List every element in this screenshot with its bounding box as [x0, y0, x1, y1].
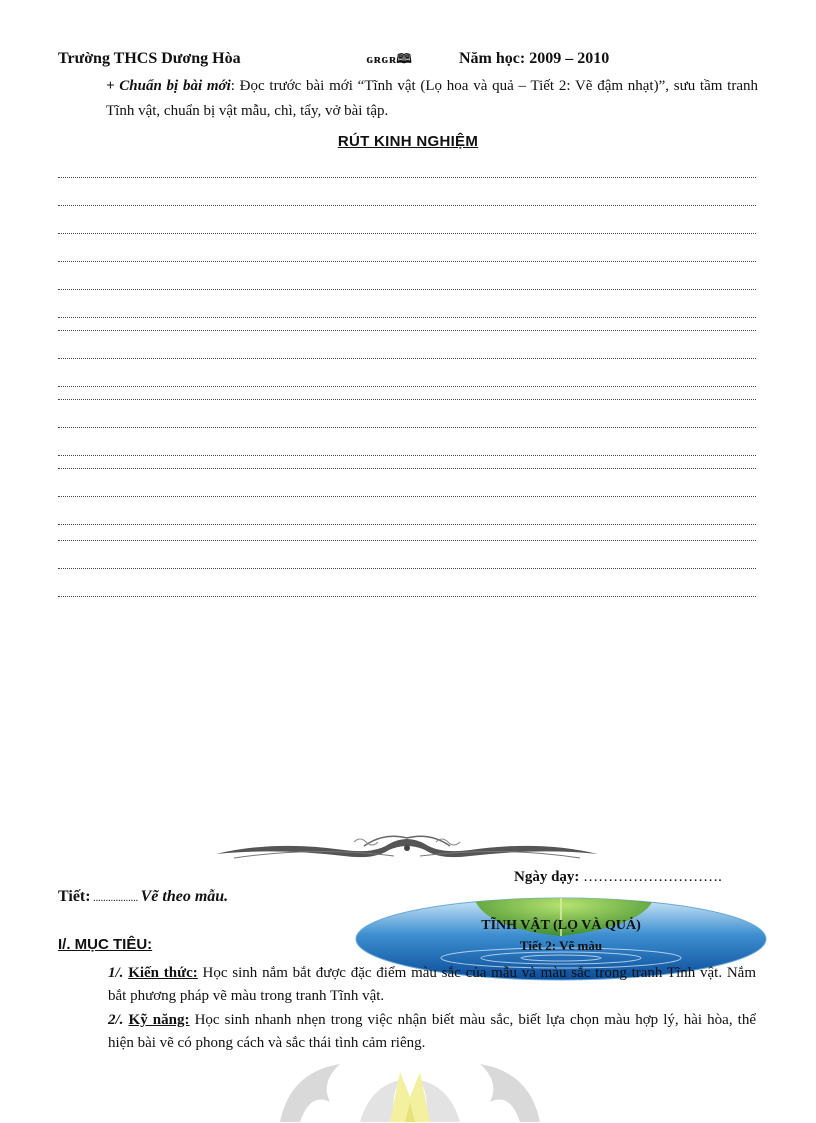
school-year: Năm học: 2009 – 2010 — [459, 50, 610, 67]
teaching-date — [514, 869, 722, 886]
banner-subtitle: Tiết 2: Vẽ màu — [519, 938, 603, 953]
document-header — [58, 50, 758, 74]
teaching-date-label: Ngày dạy: — [514, 869, 580, 885]
writing-line — [58, 205, 756, 206]
writing-line — [58, 496, 756, 497]
writing-line — [58, 289, 756, 290]
preparation-paragraph — [58, 74, 758, 124]
skills-number: 2/. — [108, 1012, 124, 1028]
lesson-period-label: Tiết: — [58, 888, 91, 905]
header-ornament-icon: ɢʀɢʀ🕮 — [366, 51, 412, 66]
objectives-heading — [58, 936, 152, 953]
prep-text: : Đọc trước bài mới “Tĩnh vật (Lọ hoa và quả – Tiết 2: Vẽ đậm nhạt)”, sưu tầm tranh Tĩnh vật, chuẩn bị vật mẫu, chì, tẩy, vở bài tập. — [106, 78, 758, 119]
writing-line — [58, 177, 756, 178]
writing-line — [58, 468, 756, 469]
writing-line — [58, 358, 756, 359]
writing-line — [58, 455, 756, 456]
decorative-divider-icon — [214, 832, 600, 864]
writing-line — [58, 261, 756, 262]
writing-line — [58, 233, 756, 234]
writing-line — [58, 540, 756, 541]
writing-line — [58, 317, 756, 318]
school-name: Trường THCS Dương Hòa — [58, 50, 241, 67]
lesson-type: Vẽ theo mẫu. — [140, 888, 229, 905]
writing-line — [58, 524, 756, 525]
banner-title: TĨNH VẬT (LỌ VÀ QUẢ) — [481, 918, 641, 933]
objectives-heading-text: I/. MỤC TIÊU: — [58, 936, 153, 953]
writing-line — [58, 386, 756, 387]
experience-title — [0, 133, 816, 150]
writing-line — [58, 568, 756, 569]
teaching-date-dots: ………………………. — [579, 869, 722, 885]
skills-heading: Kỹ năng: — [128, 1012, 190, 1028]
skills-paragraph — [58, 1009, 756, 1055]
knowledge-heading: Kiến thức: — [128, 965, 198, 981]
writing-line — [58, 399, 756, 400]
writing-line — [58, 596, 756, 597]
knowledge-text: Học sinh nắm bắt được đặc điểm màu sắc của mẫu và màu sắc trong tranh Tĩnh vật. Nắm bắt phương pháp vẽ màu trong tranh Tĩnh vật. — [108, 965, 757, 1004]
knowledge-number: 1/. — [108, 965, 124, 981]
lesson-period-dots: .................. — [90, 893, 141, 904]
prep-label: + Chuẩn bị bài mới — [106, 78, 231, 94]
knowledge-paragraph — [58, 962, 756, 1008]
writing-line — [58, 330, 756, 331]
writing-line — [58, 427, 756, 428]
experience-title-text: RÚT KINH NGHIỆM — [337, 133, 479, 150]
skills-text: Học sinh nhanh nhẹn trong việc nhận biết màu sắc, biết lựa chọn màu hợp lý, hài hòa, thể hiện bài vẽ có phong cách và sắc thái tình cảm riêng. — [108, 1012, 756, 1051]
lesson-period — [58, 888, 228, 906]
watermark-logo-icon — [250, 1052, 570, 1123]
